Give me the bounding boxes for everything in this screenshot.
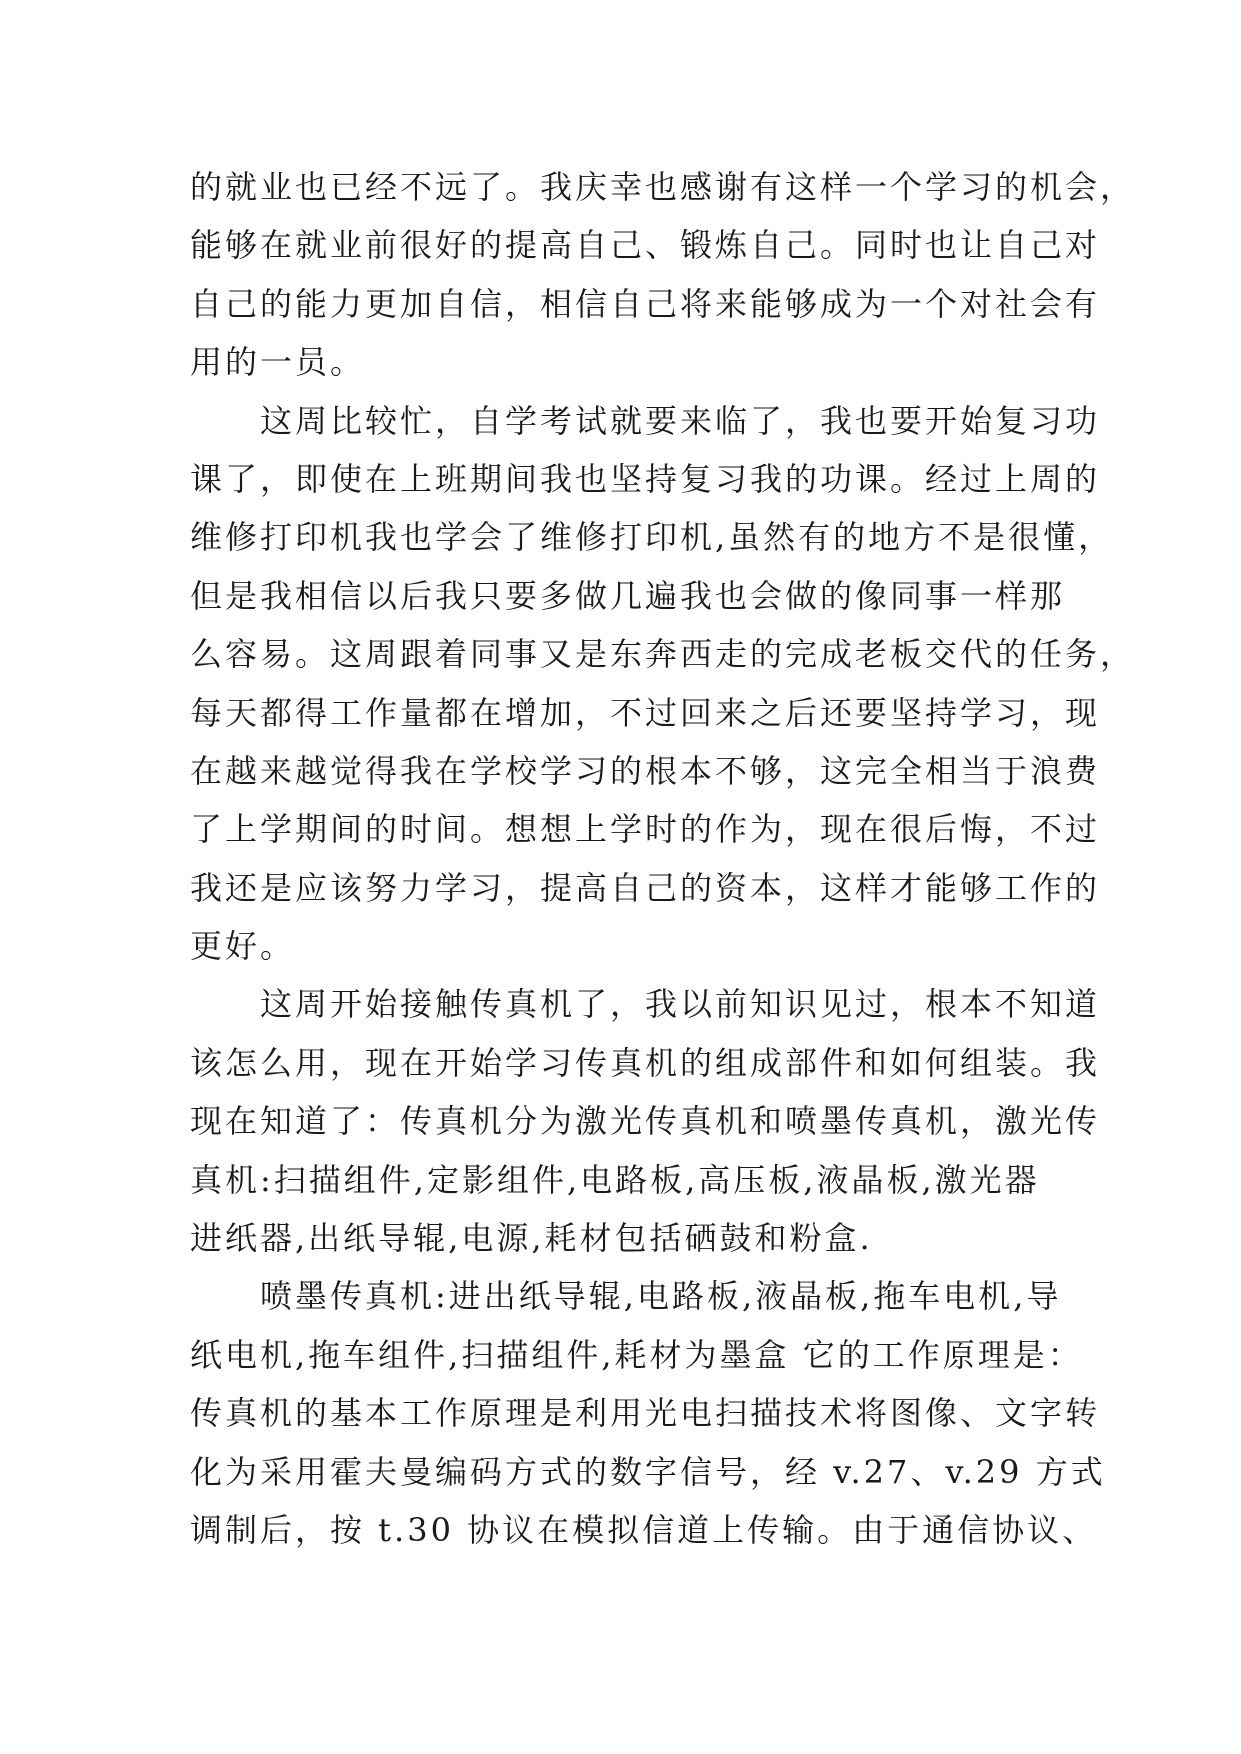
text-line: 用的一员。 bbox=[190, 343, 366, 382]
text-line: 调制后，按 t.30 协议在模拟信道上传输。由于通信协议、 bbox=[190, 1510, 1098, 1549]
text-line: 这周开始接触传真机了，我以前知识见过，根本不知道 bbox=[260, 985, 1101, 1024]
text-line: 真机:扫描组件,定影组件,电路板,高压板,液晶板,激光器 bbox=[190, 1160, 1040, 1199]
text-line: 每天都得工作量都在增加，不过回来之后还要坚持学习，现 bbox=[190, 693, 1101, 732]
text-line: 我还是应该努力学习，提高自己的资本，这样才能够工作的 bbox=[190, 868, 1101, 907]
text-line: 课了，即使在上班期间我也坚持复习我的功课。经过上周的 bbox=[190, 459, 1101, 498]
text-line: 维修打印机我也学会了维修打印机,虽然有的地方不是很懂， bbox=[190, 518, 1114, 557]
paragraph-3 bbox=[190, 975, 1101, 1267]
paragraph-4 bbox=[190, 1267, 1106, 1559]
text-line: 化为采用霍夫曼编码方式的数字信号，经 v.27、v.29 方式 bbox=[190, 1452, 1106, 1491]
paragraph-1 bbox=[190, 158, 1136, 392]
text-line: 喷墨传真机:进出纸导辊,电路板,液晶板,拖车电机,导 bbox=[260, 1277, 1062, 1316]
text-line: 在越来越觉得我在学校学习的根本不够，这完全相当于浪费 bbox=[190, 751, 1101, 790]
text-line: 的就业也已经不远了。我庆幸也感谢有这样一个学习的机会， bbox=[190, 168, 1136, 206]
text-line: 现在知道了：传真机分为激光传真机和喷墨传真机，激光传 bbox=[190, 1102, 1101, 1141]
paragraph-2 bbox=[190, 392, 1136, 976]
text-line: 能够在就业前很好的提高自己、锻炼自己。同时也让自己对 bbox=[190, 226, 1101, 265]
text-line: 么容易。这周跟着同事又是东奔西走的完成老板交代的任务， bbox=[190, 635, 1136, 674]
text-line: 更好。 bbox=[190, 927, 296, 966]
text-line: 但是我相信以后我只要多做几遍我也会做的像同事一样那 bbox=[190, 576, 1066, 615]
text-line: 传真机的基本工作原理是利用光电扫描技术将图像、文字转 bbox=[190, 1394, 1101, 1433]
text-line: 这周比较忙，自学考试就要来临了，我也要开始复习功 bbox=[260, 401, 1101, 440]
text-line: 纸电机,拖车组件,扫描组件,耗材为墨盒 它的工作原理是： bbox=[190, 1335, 1083, 1374]
text-line: 进纸器,出纸导辊,电源,耗材包括硒鼓和粉盒. bbox=[190, 1219, 873, 1258]
document-body bbox=[190, 158, 1136, 1559]
text-line: 自己的能力更加自信，相信自己将来能够成为一个对社会有 bbox=[190, 284, 1101, 323]
text-line: 该怎么用，现在开始学习传真机的组成部件和如何组装。我 bbox=[190, 1043, 1101, 1082]
text-line: 了上学期间的时间。想想上学时的作为，现在很后悔，不过 bbox=[190, 810, 1101, 849]
